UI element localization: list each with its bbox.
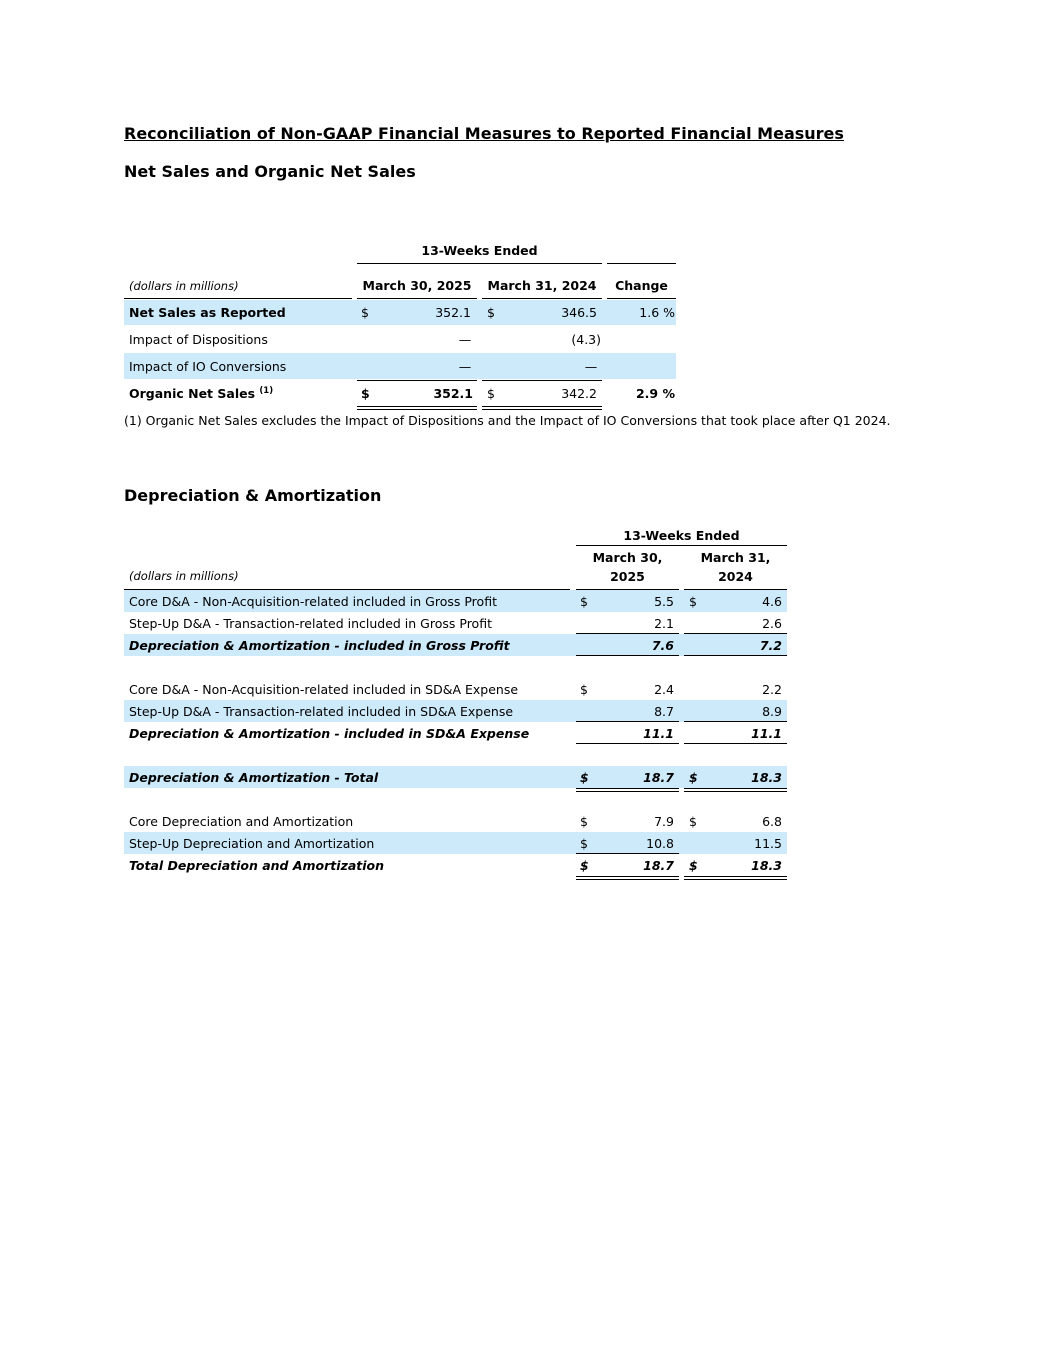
currency-symbol: $ xyxy=(580,836,588,851)
value-2024: 2.6 xyxy=(762,616,782,631)
value-2025: 18.7 xyxy=(643,858,674,873)
column-header: 2024 xyxy=(718,569,753,584)
period-header: 13-Weeks Ended xyxy=(421,243,538,258)
value-2025: 2.4 xyxy=(654,682,674,697)
column-header: March 30, 2025 xyxy=(362,278,472,293)
row-label: Step-Up D&A - Transaction-related included in Gross Profit xyxy=(129,616,492,631)
value-2024: 4.6 xyxy=(762,594,782,609)
currency-symbol: $ xyxy=(361,305,369,320)
value-2025: 2.1 xyxy=(654,616,674,631)
value-2024: 342.2 xyxy=(561,386,597,401)
currency-symbol: $ xyxy=(689,814,697,829)
value-2025: 7.9 xyxy=(654,814,674,829)
currency-symbol: $ xyxy=(689,770,698,785)
row-label: Core D&A - Non-Acquisition-related included in SD&A Expense xyxy=(129,682,519,697)
value-2025: 352.1 xyxy=(435,305,471,320)
value-2025: — xyxy=(458,359,472,374)
row-label: Depreciation & Amortization - included in SD&A Expense xyxy=(129,726,530,741)
currency-symbol: $ xyxy=(580,682,588,697)
column-header: March 30, xyxy=(592,550,663,565)
dna-heading: Depreciation & Amortization xyxy=(124,486,382,505)
units-label: (dollars in millions) xyxy=(129,279,239,293)
value-2024: (4.3) xyxy=(571,332,601,347)
row-label: Impact of Dispositions xyxy=(129,332,268,347)
value-2024: — xyxy=(584,359,598,374)
row-label: Impact of IO Conversions xyxy=(129,359,287,374)
row-label: Step-Up Depreciation and Amortization xyxy=(129,836,375,851)
value-2025: — xyxy=(458,332,472,347)
column-header: 2025 xyxy=(610,569,645,584)
row-label: Depreciation & Amortization - Total xyxy=(129,770,379,785)
value-2025: 11.1 xyxy=(643,726,674,741)
currency-symbol: $ xyxy=(580,858,589,873)
value-2024: 7.2 xyxy=(759,638,782,653)
page-title: Reconciliation of Non-GAAP Financial Measures to Reported Financial Measures xyxy=(124,124,844,143)
value-2024: 18.3 xyxy=(751,858,782,873)
value-2025: 7.6 xyxy=(651,638,674,653)
value-2025: 352.1 xyxy=(433,386,473,401)
currency-symbol: $ xyxy=(580,594,588,609)
currency-symbol: $ xyxy=(487,305,495,320)
value-2024: 18.3 xyxy=(751,770,782,785)
period-header: 13-Weeks Ended xyxy=(623,528,740,543)
value-2024: 6.8 xyxy=(762,814,782,829)
value-2024: 346.5 xyxy=(561,305,597,320)
net-sales-heading: Net Sales and Organic Net Sales xyxy=(124,162,416,181)
row-label: Step-Up D&A - Transaction-related included in SD&A Expense xyxy=(129,704,514,719)
value-2024: 8.9 xyxy=(762,704,782,719)
row-label: Depreciation & Amortization - included in Gross Profit xyxy=(129,638,510,653)
currency-symbol: $ xyxy=(689,594,697,609)
currency-symbol: $ xyxy=(487,386,495,401)
row-label: Core Depreciation and Amortization xyxy=(129,814,354,829)
column-header: March 31, xyxy=(700,550,771,565)
currency-symbol: $ xyxy=(580,770,589,785)
currency-symbol: $ xyxy=(689,858,698,873)
change-value: 1.6 % xyxy=(639,305,675,320)
value-2025: 10.8 xyxy=(646,836,674,851)
footnote: (1) Organic Net Sales excludes the Impact of Dispositions and the Impact of IO Conversions that took place after Q1 2024. xyxy=(124,413,891,428)
column-header: March 31, 2024 xyxy=(487,278,597,293)
value-2025: 18.7 xyxy=(643,770,674,785)
footnote-marker: (1) xyxy=(259,386,274,396)
row-label: Total Depreciation and Amortization xyxy=(129,858,385,873)
row-label: Organic Net Sales $^{(1)}$ xyxy=(129,386,274,402)
units-label: (dollars in millions) xyxy=(129,569,239,583)
column-header: Change xyxy=(615,278,668,293)
value-2024: 11.1 xyxy=(751,726,782,741)
value-2025: 5.5 xyxy=(654,594,674,609)
currency-symbol: $ xyxy=(580,814,588,829)
value-2024: 11.5 xyxy=(754,836,782,851)
value-2024: 2.2 xyxy=(762,682,782,697)
change-value: 2.9 % xyxy=(635,386,675,401)
currency-symbol: $ xyxy=(361,386,370,401)
row-label: Core D&A - Non-Acquisition-related included in Gross Profit xyxy=(129,594,497,609)
row-label: Net Sales as Reported xyxy=(129,305,286,320)
value-2025: 8.7 xyxy=(654,704,674,719)
